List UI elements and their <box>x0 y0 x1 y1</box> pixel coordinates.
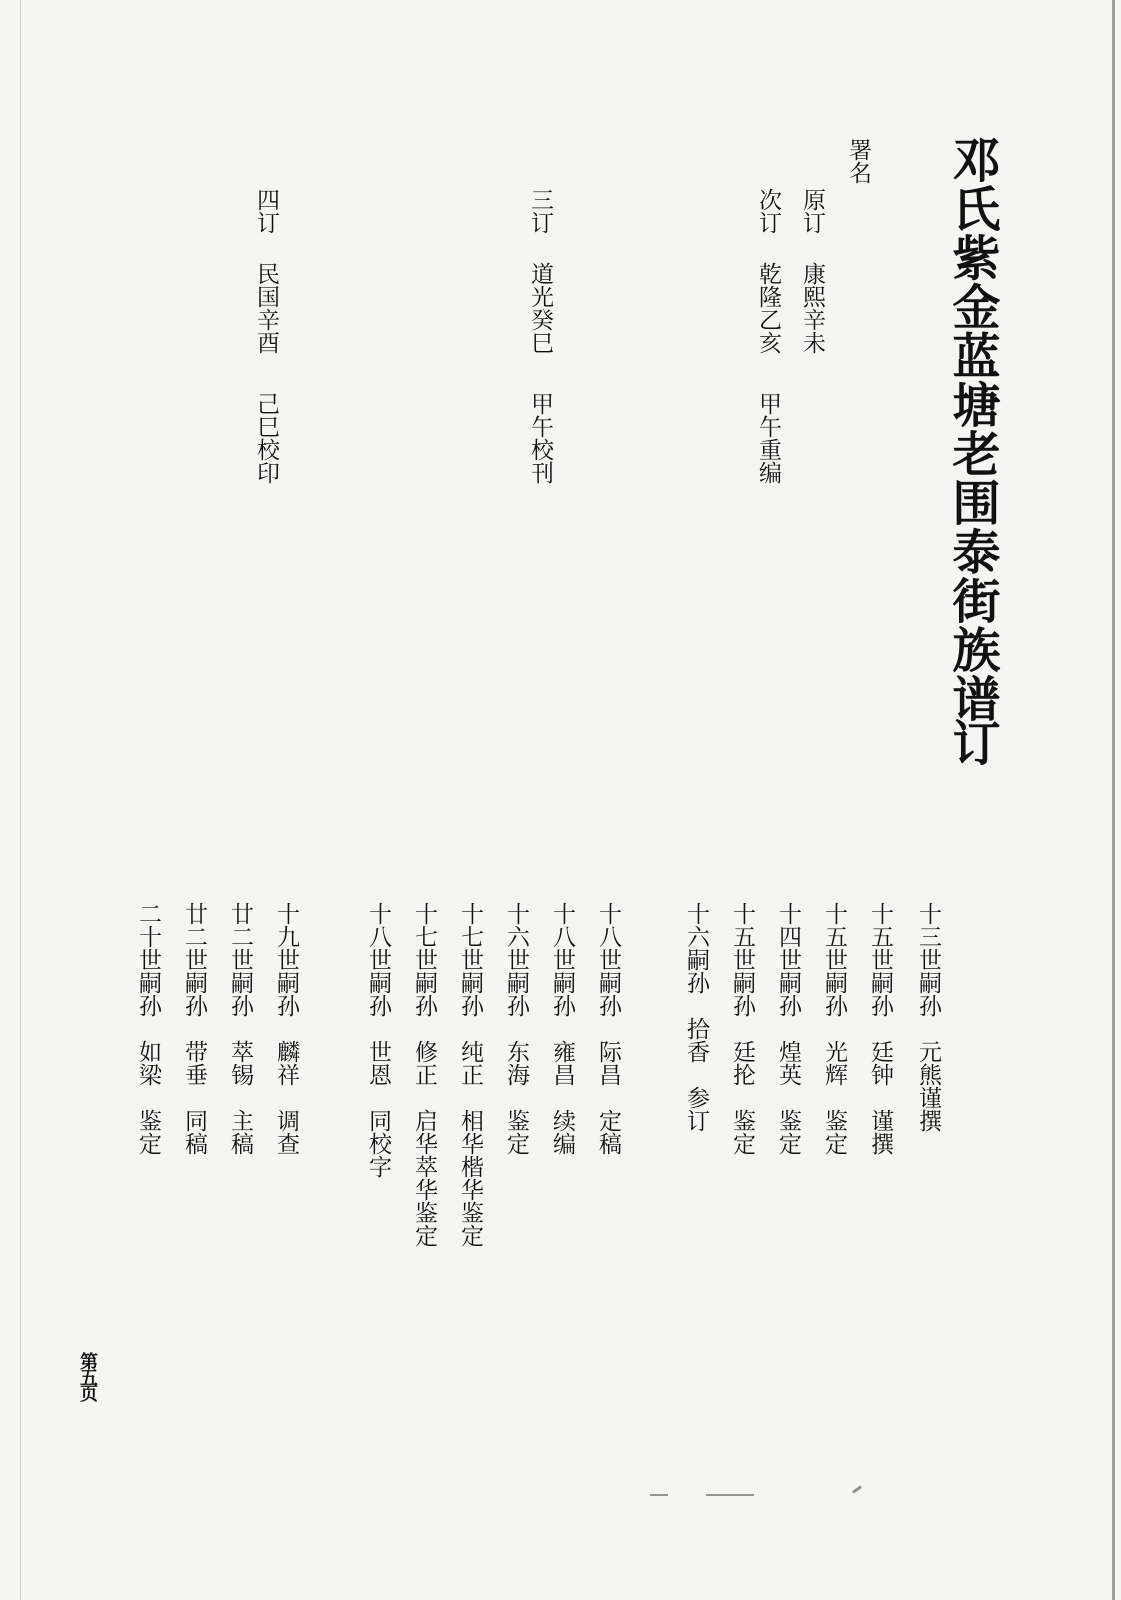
signature-line: 十七世嗣孙 纯正 相华楷华鉴定 <box>457 902 483 1247</box>
edition-note: 甲午重编 <box>755 392 781 484</box>
signature-line: 十五世嗣孙 廷钟 谨撰 <box>867 902 893 1155</box>
section-label: 署名 <box>845 138 871 184</box>
edition-date: 民国辛酉 <box>253 262 279 354</box>
signature-line: 十五世嗣孙 光辉 鉴定 <box>821 902 847 1155</box>
signature-line: 十四世嗣孙 煌英 鉴定 <box>775 902 801 1155</box>
edition-note: 己巳校印 <box>253 392 279 484</box>
signature-line: 十七世嗣孙 修正 启华萃华鉴定 <box>411 902 437 1247</box>
signature-line: 十八世嗣孙 雍昌 续编 <box>549 902 575 1155</box>
signature-line: 廿二世嗣孙 带垂 同稿 <box>181 902 207 1155</box>
signature-line: 十八世嗣孙 际昌 定稿 <box>595 902 621 1155</box>
document-title: 邓氏紫金蓝塘老围泰街族谱 <box>944 135 1000 723</box>
edition-label: 次订 <box>755 188 781 234</box>
edition-note: 甲午校刊 <box>527 392 553 484</box>
scan-mark <box>706 1494 754 1496</box>
signature-line: 十八世嗣孙 世恩 同校字 <box>365 902 391 1178</box>
edition-label: 三订 <box>527 188 553 234</box>
edition-date: 道光癸巳 <box>527 262 553 354</box>
page-edge-left <box>20 0 21 1600</box>
scan-mark <box>650 1494 668 1496</box>
page-number: 第五页 <box>77 1352 98 1400</box>
signature-line: 廿二世嗣孙 萃锡 主稿 <box>227 902 253 1155</box>
edition-date: 康熙辛未 <box>799 262 825 354</box>
signature-line: 十九世嗣孙 麟祥 调查 <box>273 902 299 1155</box>
signature-line: 十五世嗣孙 廷抡 鉴定 <box>729 902 755 1155</box>
signature-line: 二十世嗣孙 如梁 鉴定 <box>135 902 161 1155</box>
edition-date: 乾隆乙亥 <box>755 262 781 354</box>
signature-line: 十六嗣孙 拾香 参订 <box>683 902 709 1132</box>
scan-mark <box>852 1485 862 1493</box>
edition-label: 四订 <box>253 188 279 234</box>
edition-label: 原订 <box>799 188 825 234</box>
signature-line: 十三世嗣孙 元熊谨撰 <box>915 902 941 1132</box>
signature-line: 十六世嗣孙 东海 鉴定 <box>503 902 529 1155</box>
document-title-suffix: 订 <box>944 718 1000 766</box>
page-edge-right <box>1112 0 1115 1600</box>
